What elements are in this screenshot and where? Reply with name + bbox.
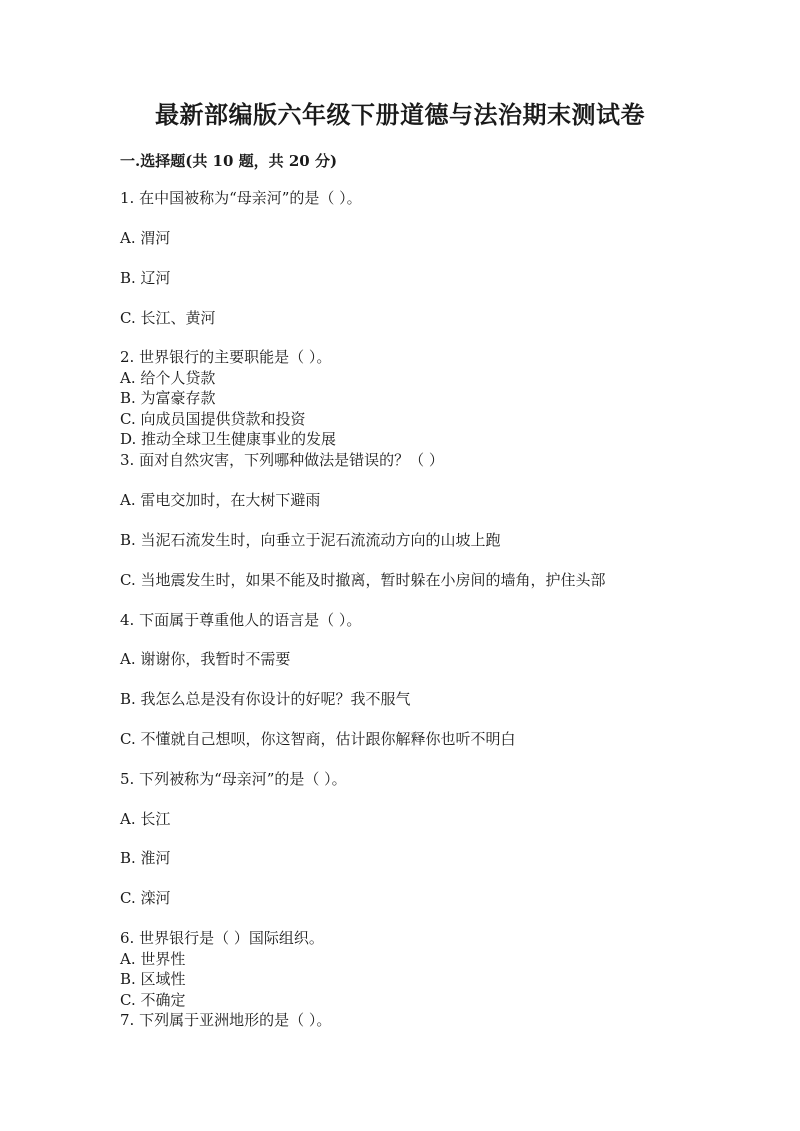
option-4a: A. 谢谢你，我暂时不需要: [120, 650, 291, 668]
option-5b: B. 淮河: [120, 849, 171, 867]
option-2c: C. 向成员国提供贷款和投资: [120, 410, 306, 428]
option-3b: B. 当泥石流发生时，向垂立于泥石流流动方向的山坡上跑: [120, 531, 501, 549]
section-heading: 一.选择题(共 10 题，共 20 分): [120, 152, 338, 170]
option-1a: A. 渭河: [120, 229, 171, 247]
option-1c: C. 长江、黄河: [120, 309, 216, 327]
option-2b: B. 为富豪存款: [120, 389, 216, 407]
option-5c: C. 滦河: [120, 889, 171, 907]
option-6c: C. 不确定: [120, 991, 186, 1009]
question-1: 1. 在中国被称为“母亲河”的是（ ）。: [120, 189, 362, 207]
option-4c: C. 不懂就自己想呗，你这智商，估计跟你解释你也听不明白: [120, 730, 516, 748]
question-5: 5. 下列被称为“母亲河”的是（ ）。: [120, 770, 347, 788]
option-1b: B. 辽河: [120, 269, 171, 287]
question-6: 6. 世界银行是（ ）国际组织。: [120, 929, 324, 947]
question-3: 3. 面对自然灾害，下列哪种做法是错误的？（ ）: [120, 451, 444, 469]
page-title: 最新部编版六年级下册道德与法治期末测试卷: [155, 100, 645, 129]
option-6a: A. 世界性: [120, 950, 186, 968]
question-4: 4. 下面属于尊重他人的语言是（ ）。: [120, 611, 362, 629]
option-3a: A. 雷电交加时，在大树下避雨: [120, 491, 321, 509]
option-6b: B. 区域性: [120, 970, 186, 988]
option-4b: B. 我怎么总是没有你设计的好呢？我不服气: [120, 690, 411, 708]
option-3c: C. 当地震发生时，如果不能及时撤离，暂时躲在小房间的墙角，护住头部: [120, 571, 606, 589]
option-2a: A. 给个人贷款: [120, 369, 216, 387]
question-7: 7. 下列属于亚洲地形的是（ ）。: [120, 1011, 332, 1029]
option-2d: D. 推动全球卫生健康事业的发展: [120, 430, 337, 448]
option-5a: A. 长江: [120, 810, 171, 828]
question-2: 2. 世界银行的主要职能是（ ）。: [120, 348, 332, 366]
